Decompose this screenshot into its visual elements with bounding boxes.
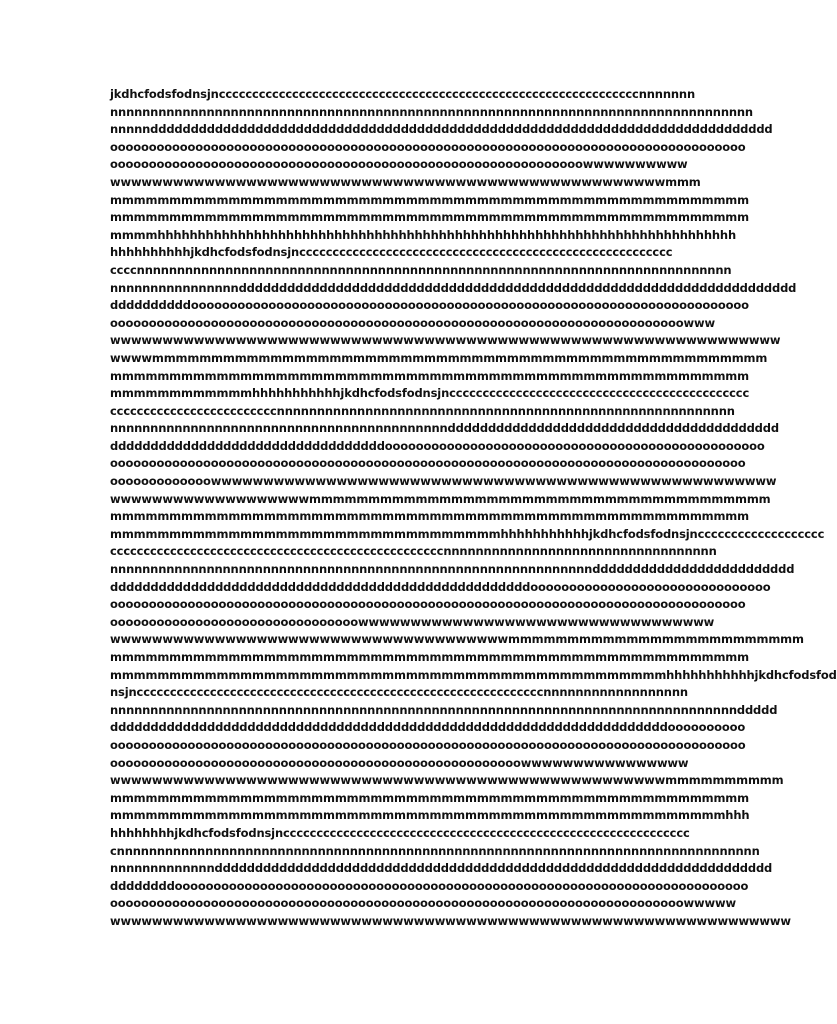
text-line: oooooooooooooooooooooooooooooooooooooooooooooooooooooooooooooooooooooooooowww xyxy=(110,315,715,330)
text-line: ddddddddddoooooooooooooooooooooooooooooooooooooooooooooooooooooooooooooooooooooooo xyxy=(110,298,749,313)
text-line: nnnnnnnnnnnnnnnnnnnnnnnnnnnnnnnnnnnnnnnnnnnnnnnnnnnnnnnnnnnnnnnnnnnnnnnnnnnnnnnn xyxy=(110,104,753,119)
text-line: mmmmmmmmmmmmmmmmmmmmmmmmmmmmmmmmmmmmmmmmmmmmmmmmmmmmmm xyxy=(110,509,749,524)
text-line: nsjncccccccccccccccccccccccccccccccccccccccccccccccccccccccccccccnnnnnnnnnnnnnnnnnn xyxy=(110,685,688,700)
text-line: wwwwwwwwwwwwwwwwwwwmmmmmmmmmmmmmmmmmmmmmmmmmmmmmmmmmmmmmmm xyxy=(110,491,771,506)
text-line: wwwwwwwwwwwwwwwwwwwwwwwwwwwwwwwwwwwwwwwwwwwwwwwwwwwwwmmm xyxy=(110,174,701,189)
text-line: ddddddddddddddddddddddddddddddddddddddddddddddddddddooooooooooooooooooooooooooooooo xyxy=(110,579,771,594)
text-line: nnnnnnnnnnnnnnnnddddddddddddddddddddddddddddddddddddddddddddddddddddddddddddddddddddd xyxy=(110,280,797,295)
text-line: jkdhcfodsfodnsjncccccccccccccccccccccccccccccccccccccccccccccccccccccccccccccccnnnnnnn xyxy=(110,87,695,101)
body-text xyxy=(110,86,837,931)
text-line: wwwwwwwwwwwwwwwwwwwwwwwwwwwwwwwwwwwwwwwwwwwwwwwwwwwwwwwwwwwwwwwww xyxy=(110,913,791,928)
text-line: dddddddddddddddddddddddddddddddddddddddddddddddddddddddddddddddddddddoooooooooo xyxy=(110,720,746,735)
text-line: ddddddddoooooooooooooooooooooooooooooooooooooooooooooooooooooooooooooooooooooooooo xyxy=(110,878,749,893)
text-line: wwwwmmmmmmmmmmmmmmmmmmmmmmmmmmmmmmmmmmmmmmmmmmmmmmmmmmmm xyxy=(110,350,768,365)
text-line: hhhhhhhhjkdhcfodsfodnsjnccccccccccccccccccccccccccccccccccccccccccccccccccccccccccccc xyxy=(110,825,690,840)
text-line: mmmmmmmmmmmmmmmmmmmmmmmmmmmmmmmmmmmmmmmmmmmmmmmmmmmmmm xyxy=(110,650,749,664)
text-line: nnnnnddddddddddddddddddddddddddddddddddddddddddddddddddddddddddddddddddddddddddddd xyxy=(110,122,773,137)
text-line: nnnnnnnnnnnnnnnnnnnnnnnnnnnnnnnnnnnnnnnnnnddddddddddddddddddddddddddddddddddddddddd xyxy=(110,421,779,436)
text-line: mmmmhhhhhhhhhhhhhhhhhhhhhhhhhhhhhhhhhhhhhhhhhhhhhhhhhhhhhhhhhhhhhhhhhhhhhhhh xyxy=(110,227,736,242)
text-line: oooooooooooooooooooooooooooooooooooooooooooooooooooooooooooooooooooooooooooooooooo xyxy=(110,737,746,752)
text-line: wwwwwwwwwwwwwwwwwwwwwwwwwwwwwwwwwwwwwwwwwwwwwwwwwwwwwmmmmmmmmmm xyxy=(110,773,784,788)
text-line: mmmmmmmmmmmmmmmmmmmmmmmmmmmmmmmmmmmmmmmmmmmmmmmmmmmmmm xyxy=(110,192,749,207)
text-line: cnnnnnnnnnnnnnnnnnnnnnnnnnnnnnnnnnnnnnnnnnnnnnnnnnnnnnnnnnnnnnnnnnnnnnnnnnnnnnnnn xyxy=(110,843,760,858)
text-line: mmmmmmmmmmmmmmmmmmmmmmmmmmmmmmmmmmmmmmmmmmmmmmmmmmmmmm xyxy=(110,790,749,805)
text-line: oooooooooooooooooooooooooooooooowwwwwwwwwwwwwwwwwwwwwwwwwwwwwwwwww xyxy=(110,614,715,629)
text-line: ooooooooooooowwwwwwwwwwwwwwwwwwwwwwwwwwwwwwwwwwwwwwwwwwwwwwwwwwwwww xyxy=(110,474,777,489)
text-line: mmmmmmmmmmmmmmmmmmmmmmmmmmmmmmmmmhhhhhhhhhhhjkdhcfodsfodnsjnccccccccccccccccccc xyxy=(110,526,825,541)
text-line: wwwwwwwwwwwwwwwwwwwwwwwwwwwwwwwwwwwwwwwwwwwwwwwwwwwwwwwwwwwwwwww xyxy=(110,333,781,348)
text-line: nnnnnnnnnnnnnnnnnnnnnnnnnnnnnnnnnnnnnnnnnnnnnnnnnnnnnnnnnnnnddddddddddddddddddddddddd xyxy=(110,562,795,577)
text-line: nnnnnnnnnnnnnnnnnnnnnnnnnnnnnnnnnnnnnnnnnnnnnnnnnnnnnnnnnnnnnnnnnnnnnnnnnnnnnnddddd xyxy=(110,702,778,717)
text-line: hhhhhhhhhhjkdhcfodsfodnsjncccccccccccccccccccccccccccccccccccccccccccccccccccccccc xyxy=(110,245,673,260)
text-line: oooooooooooooooooooooooooooooooooooooooooooooooooooooooooooooooooooooooooowwwww xyxy=(110,896,736,911)
text-line: mmmmmmmmmmmmmmmmmmmmmmmmmmmmmmmmmmmmmmmmmmmmmmmmmmmmmm xyxy=(110,368,749,383)
text-line: ooooooooooooooooooooooooooooooooooooooooooooooooooooowwwwwwwwwwwwwwww xyxy=(110,755,689,770)
text-line: ooooooooooooooooooooooooooooooooooooooooooooooooooooooooooooowwwwwwwwww xyxy=(110,157,688,172)
text-line: oooooooooooooooooooooooooooooooooooooooooooooooooooooooooooooooooooooooooooooooooo xyxy=(110,456,746,471)
text-line: oooooooooooooooooooooooooooooooooooooooooooooooooooooooooooooooooooooooooooooooooo xyxy=(110,597,746,612)
text-line: ccccccccccccccccccccccccccccccccccccccccccccccccccnnnnnnnnnnnnnnnnnnnnnnnnnnnnnnnnnn xyxy=(110,544,717,559)
text-line: mmmmmmmmmmmmhhhhhhhhhhhjkdhcfodsfodnsjnccccccccccccccccccccccccccccccccccccccccccccc xyxy=(110,386,750,401)
text-line: ccccnnnnnnnnnnnnnnnnnnnnnnnnnnnnnnnnnnnnnnnnnnnnnnnnnnnnnnnnnnnnnnnnnnnnnnnnnn xyxy=(110,262,732,277)
text-line: oooooooooooooooooooooooooooooooooooooooooooooooooooooooooooooooooooooooooooooooooo xyxy=(110,139,746,154)
text-line: cccccccccccccccccccccccccnnnnnnnnnnnnnnnnnnnnnnnnnnnnnnnnnnnnnnnnnnnnnnnnnnnnnnnnn xyxy=(110,403,735,418)
text-line: mmmmmmmmmmmmmmmmmmmmmmmmmmmmmmmmmmmmmmmmmmmmmmmmmmmmmm xyxy=(110,210,749,225)
text-line: ddddddddddddddddddddddddddddddddddooooooooooooooooooooooooooooooooooooooooooooooooo xyxy=(110,438,765,453)
text-line: mmmmmmmmmmmmmmmmmmmmmmmmmmmmmmmmmmmmmmmmmmmmmmmmmmmmhhh xyxy=(110,808,750,823)
text-line: mmmmmmmmmmmmmmmmmmmmmmmmmmmmmmmmmmmmmmmmmmmmmmmhhhhhhhhhhhjkdhcfodsfod xyxy=(110,667,837,682)
text-line: wwwwwwwwwwwwwwwwwwwwwwwwwwwwwwwwwwwwwwmmmmmmmmmmmmmmmmmmmmmmmmm xyxy=(110,632,804,647)
text-line: nnnnnnnnnnnnnddddddddddddddddddddddddddddddddddddddddddddddddddddddddddddddddddddd xyxy=(110,861,773,876)
